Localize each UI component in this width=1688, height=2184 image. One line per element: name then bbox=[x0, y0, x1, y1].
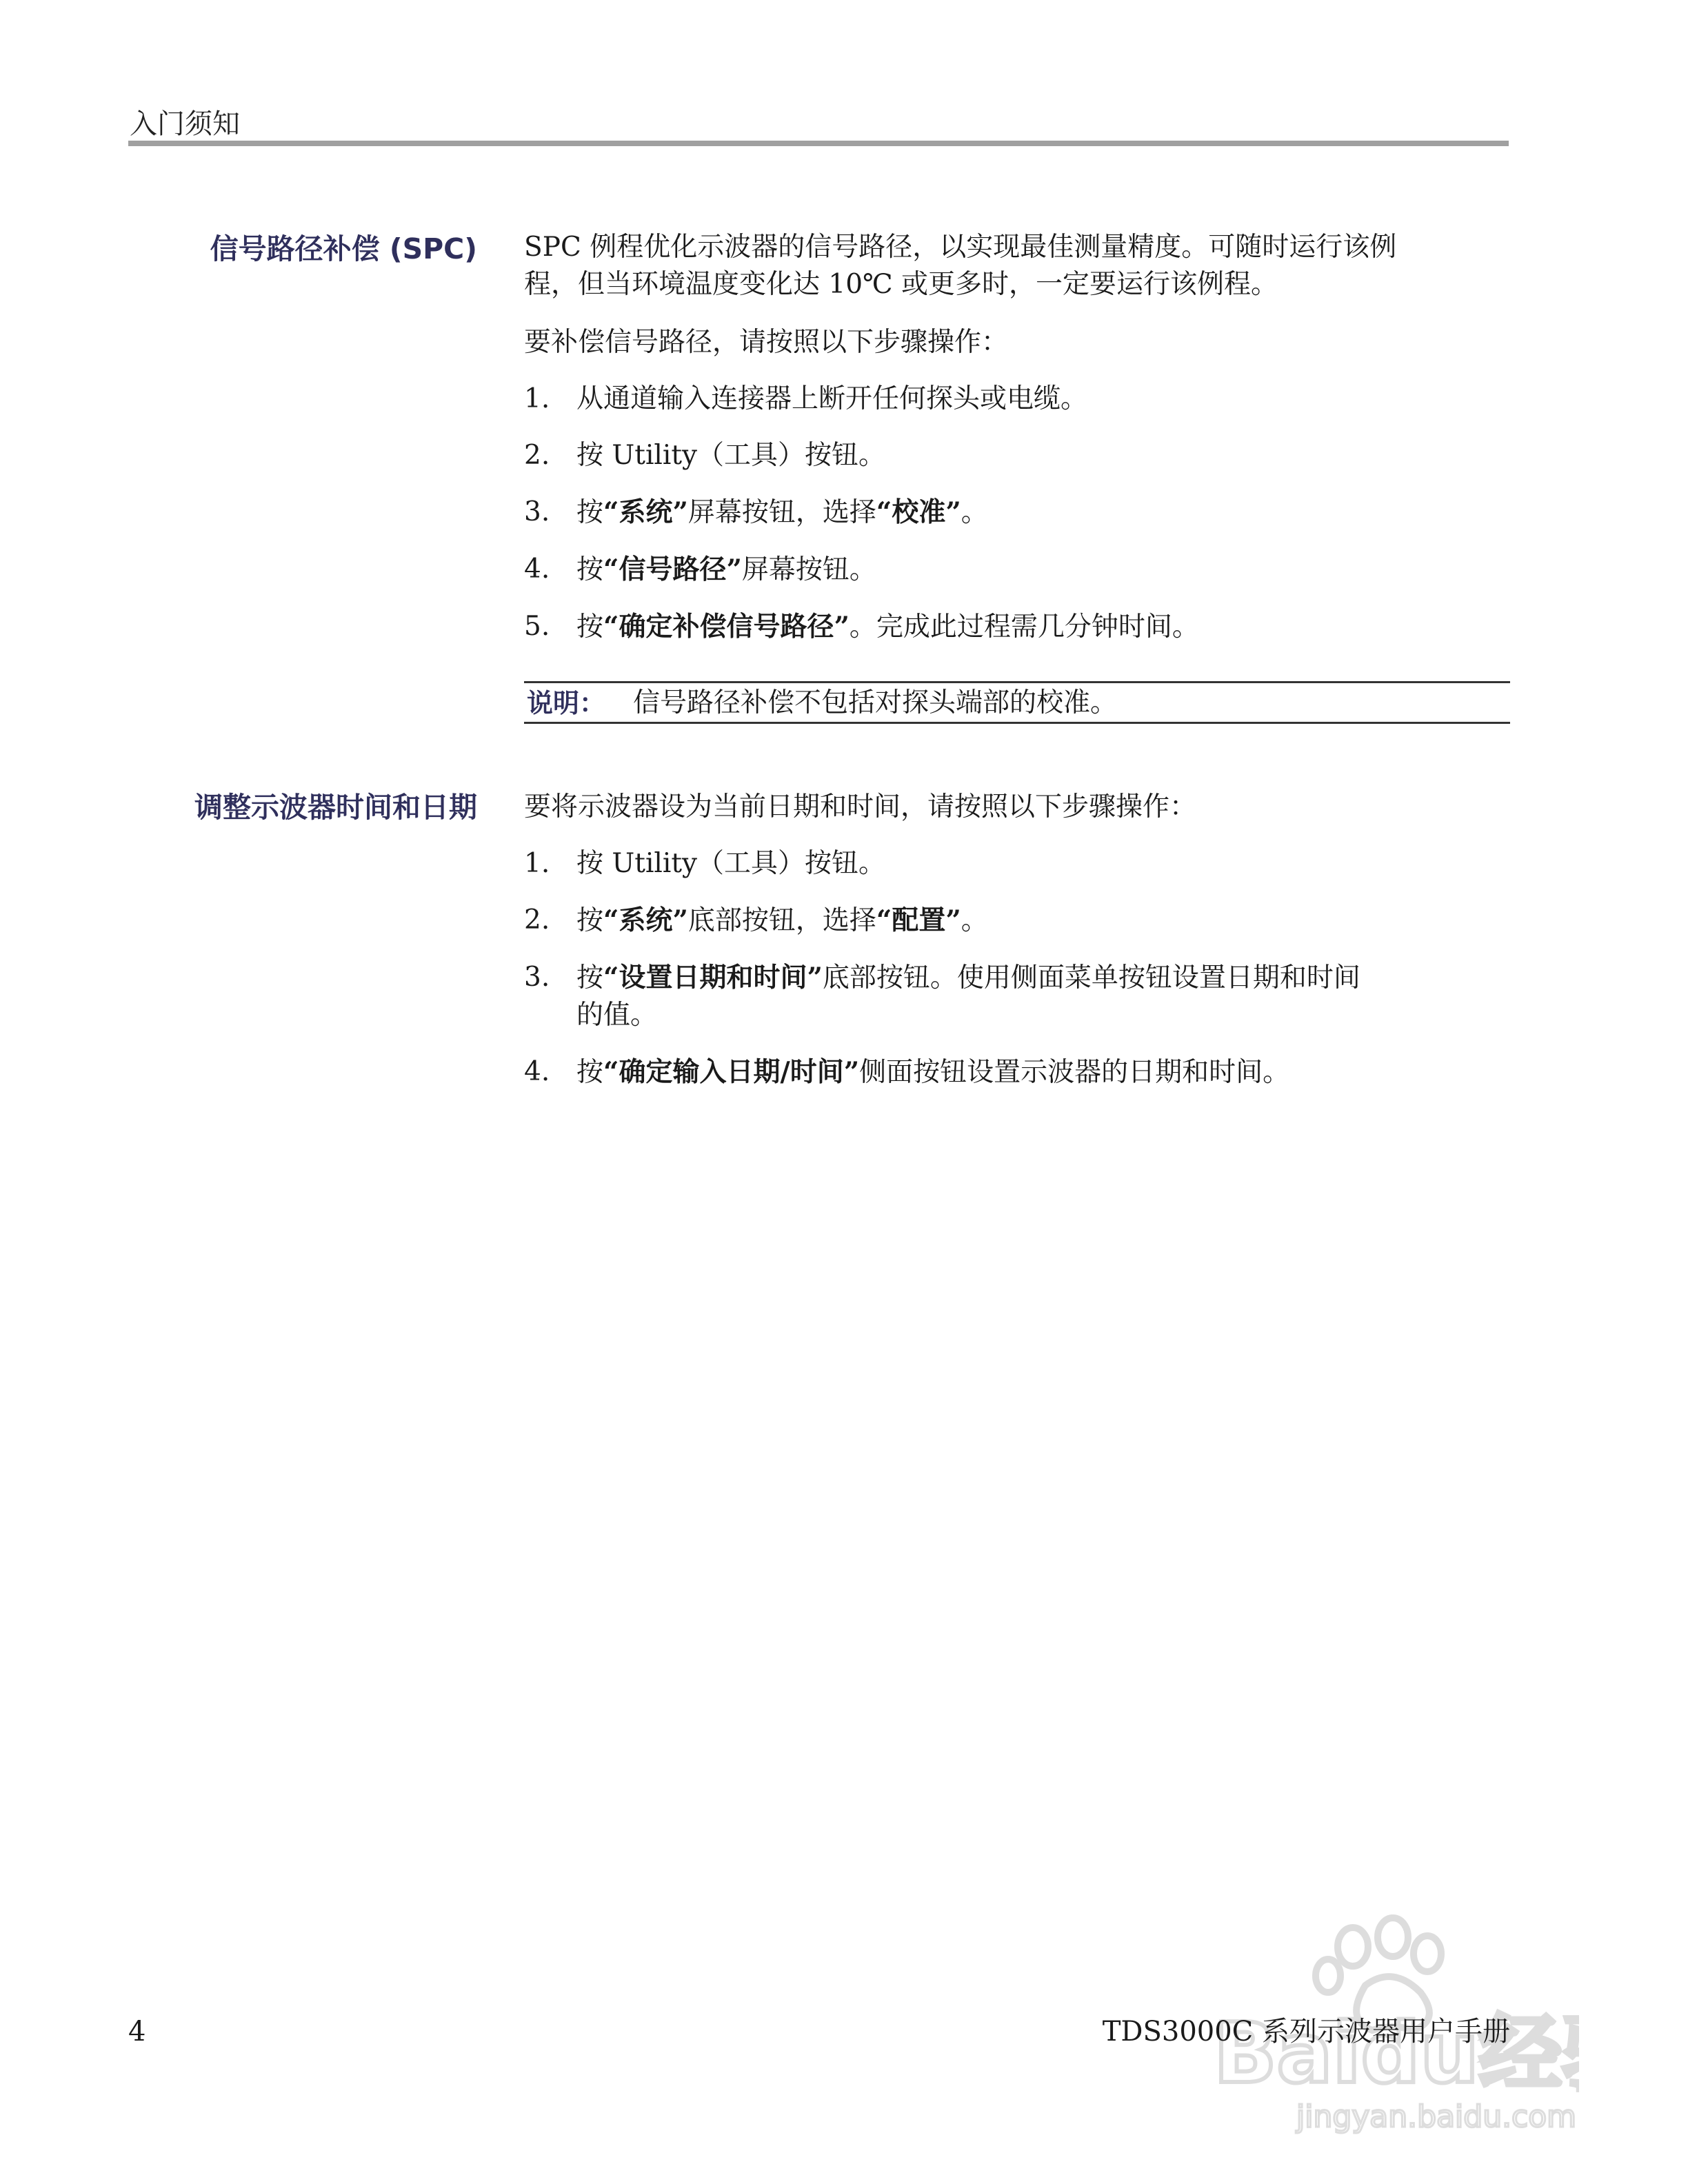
step-text: 屏幕按钮，选择 bbox=[687, 497, 876, 528]
step-text: 按 Utility（工具）按钮。 bbox=[576, 440, 886, 471]
ui-term: “配置” bbox=[876, 904, 961, 936]
step-text: 按 bbox=[576, 905, 604, 936]
ui-term: “校准” bbox=[876, 496, 961, 528]
spc-step bbox=[524, 608, 1510, 646]
step-text: 侧面按钮设置示波器的日期和时间。 bbox=[859, 1057, 1290, 1088]
step-text: 的值。 bbox=[576, 1000, 658, 1031]
step-number: 5. bbox=[524, 611, 550, 642]
watermark-url: jingyan.baidu.com bbox=[1296, 2099, 1577, 2134]
step-number: 3. bbox=[524, 962, 550, 993]
ui-term: “确定输入日期/时间” bbox=[603, 1056, 860, 1088]
spc-step bbox=[524, 381, 1510, 418]
step-text: 从通道输入连接器上断开任何探头或电缆。 bbox=[576, 383, 1088, 414]
watermark-text: Baidu经 bbox=[1214, 2006, 1562, 2102]
ui-term: “信号路径” bbox=[603, 554, 742, 585]
spc-body bbox=[524, 229, 1510, 646]
step-text: 按 bbox=[576, 497, 604, 528]
datetime-lead: 要将示波器设为当前日期和时间，请按照以下步骤操作： bbox=[524, 791, 1197, 822]
spc-step bbox=[524, 494, 1510, 532]
ui-term: “设置日期和时间” bbox=[603, 962, 823, 993]
step-text: 按 bbox=[576, 1057, 604, 1088]
note-box bbox=[524, 681, 1510, 724]
step-text: 按 bbox=[576, 962, 604, 993]
step-number: 2. bbox=[524, 440, 550, 471]
step-text: 底部按钮。使用侧面菜单按钮设置日期和时间 bbox=[822, 962, 1360, 993]
step-number: 1. bbox=[524, 848, 550, 879]
spc-heading: 信号路径补偿 (SPC) bbox=[210, 232, 477, 265]
step-number: 4. bbox=[524, 554, 550, 585]
spc-lead: 要补偿信号路径，请按照以下步骤操作： bbox=[524, 327, 1009, 358]
manual-title: TDS3000C 系列示波器用户手册 bbox=[1102, 2016, 1510, 2048]
datetime-body bbox=[524, 789, 1510, 1091]
spc-step bbox=[524, 437, 1510, 474]
datetime-heading: 调整示波器时间和日期 bbox=[194, 791, 477, 824]
datetime-step bbox=[524, 1053, 1510, 1091]
ui-term: “确定补偿信号路径” bbox=[603, 611, 850, 643]
step-number: 4. bbox=[524, 1056, 550, 1087]
note-text: 信号路径补偿不包括对探头端部的校准。 bbox=[633, 687, 1118, 718]
step-text: 按 bbox=[576, 611, 604, 643]
step-text: 屏幕按钮。 bbox=[741, 554, 876, 585]
datetime-step bbox=[524, 845, 1510, 882]
step-number: 3. bbox=[524, 496, 550, 527]
step-text: 。 bbox=[961, 497, 988, 528]
spc-intro-line-2: 程，但当环境温度变化达 10℃ 或更多时，一定要运行该例程。 bbox=[524, 269, 1278, 300]
running-header: 入门须知 bbox=[130, 108, 240, 140]
ui-term: “系统” bbox=[603, 496, 688, 528]
step-number: 1. bbox=[524, 383, 550, 414]
note-label: 说明： bbox=[527, 688, 606, 718]
spc-intro-line-1: SPC 例程优化示波器的信号路径，以实现最佳测量精度。可随时运行该例 bbox=[524, 232, 1397, 263]
spc-step bbox=[524, 551, 1510, 589]
datetime-step bbox=[524, 902, 1510, 940]
step-text: 按 bbox=[576, 554, 604, 585]
step-text: 。 bbox=[961, 905, 988, 936]
step-number: 2. bbox=[524, 904, 550, 936]
header-rule bbox=[128, 141, 1509, 146]
step-text: 底部按钮，选择 bbox=[687, 905, 876, 936]
page-number: 4 bbox=[128, 2016, 146, 2048]
step-text: 。完成此过程需几分钟时间。 bbox=[849, 611, 1199, 643]
step-text: 按 Utility（工具）按钮。 bbox=[576, 848, 886, 879]
ui-term: “系统” bbox=[603, 904, 688, 936]
datetime-step bbox=[524, 959, 1510, 1034]
